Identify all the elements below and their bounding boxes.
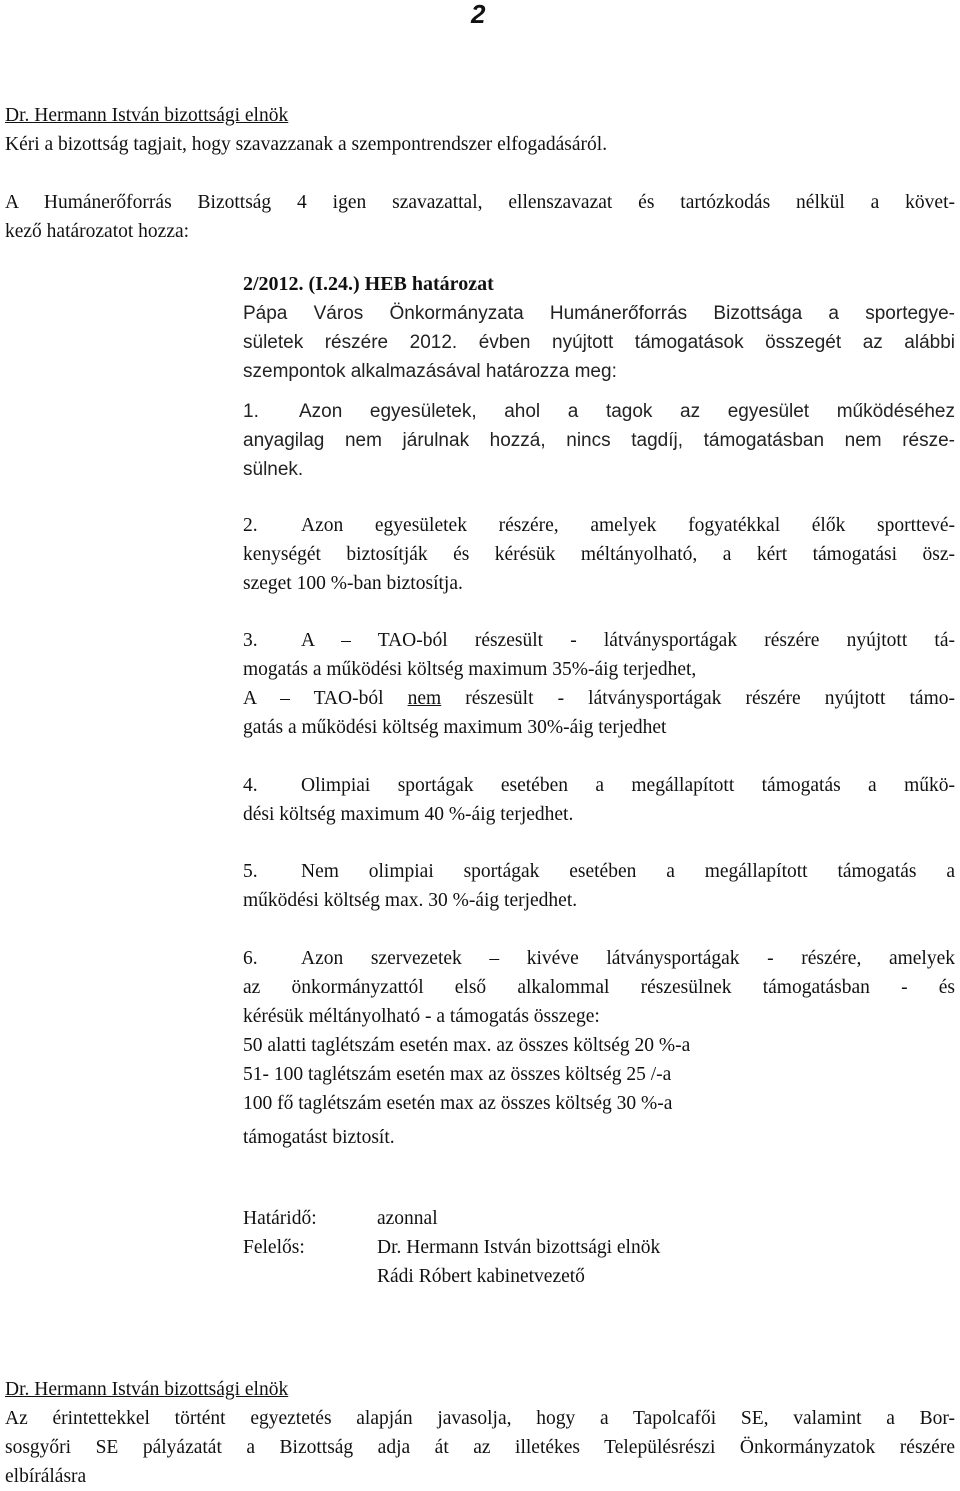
criterion-line: működési költség max. 30 %-áig terjedhet.: [243, 890, 578, 911]
criterion-line: [243, 944, 955, 973]
criterion-number: 1.: [243, 401, 259, 422]
closing-line: elbírálásra: [5, 1466, 87, 1487]
criterion-number: 3.: [243, 630, 258, 651]
criterion-text: részesült - látványsportágak részére nyújtott támo-: [441, 688, 955, 709]
criterion-emphasis: nem: [407, 688, 442, 709]
criterion-line: 100 fő taglétszám esetén max az összes költség 30 %-a: [243, 1093, 673, 1114]
criterion-line: [243, 684, 955, 713]
criterion-line: [243, 857, 955, 886]
criterion-text: A – TAO-ból: [243, 688, 408, 709]
criterion-text: Azon egyesületek, ahol a tagok az egyesület működéséhez: [299, 401, 955, 422]
criterion-line: [243, 626, 955, 655]
page-number: 2: [471, 0, 486, 29]
resolution-intro: [243, 299, 955, 386]
criterion-line: támogatást biztosít.: [243, 1127, 395, 1148]
criterion-line: anyagilag nem járulnak hozzá, nincs tagdíj, támogatásban nem része-: [243, 430, 955, 451]
criterion-number: 4.: [243, 775, 258, 796]
resolution-intro-line: Pápa Város Önkormányzata Humánerőforrás Bizottsága a sportegye-: [243, 303, 955, 324]
criterion-line: dési költség maximum 40 %-áig terjedhet.: [243, 804, 574, 825]
responsible-person: Dr. Hermann István bizottsági elnök: [377, 1237, 661, 1258]
criterion-2: [243, 511, 955, 598]
criterion-4: [243, 771, 955, 829]
criterion-line: kenységét biztosítják és kérésük méltányolható, a kért támogatási ösz-: [243, 544, 955, 565]
criterion-line: sülnek.: [243, 459, 304, 480]
criterion-1: [243, 397, 955, 484]
vote-paragraph: [5, 188, 955, 246]
criterion-line: mogatás a működési költség maximum 35%-áig terjedhet,: [243, 659, 697, 680]
criterion-text: A – TAO-ból részesült - látványsportágak részére nyújtott tá-: [301, 630, 955, 651]
criterion-text: Azon szervezetek – kivéve látványsportágak - részére, amelyek: [301, 948, 955, 969]
deadline-row: [243, 1204, 438, 1233]
resolution-intro-line: sületek részére 2012. évben nyújtott támogatások összegét az alábbi: [243, 332, 955, 353]
speaker-name: Dr. Hermann István bizottsági elnök: [5, 1379, 289, 1400]
criterion-text: Olimpiai sportágak esetében a megállapított támogatás a műkö-: [301, 775, 955, 796]
criterion-text: Azon egyesületek részére, amelyek fogyatékkal élők sporttevé-: [301, 515, 955, 536]
criterion-line: 50 alatti taglétszám esetén max. az összes költség 20 %-a: [243, 1035, 691, 1056]
resolution-title: 2/2012. (I.24.) HEB határozat: [243, 273, 494, 295]
criterion-line: gatás a működési költség maximum 30%-áig terjedhet: [243, 717, 667, 738]
closing-line: Az érintettekkel történt egyeztetés alapján javasolja, hogy a Tapolcafői SE, valamint a Bor-: [5, 1408, 955, 1429]
criterion-number: 6.: [243, 948, 258, 969]
responsible-row: [243, 1233, 660, 1262]
criterion-line: [243, 511, 955, 540]
criterion-line: szeget 100 %-ban biztosítja.: [243, 573, 463, 594]
deadline-label: Határidő:: [243, 1208, 317, 1229]
vote-line-1: A Humánerőforrás Bizottság 4 igen szavazattal, ellenszavazat és tartózkodás nélkül a követ-: [5, 192, 955, 213]
resolution-intro-line: szempontok alkalmazásával határozza meg:: [243, 361, 617, 382]
criterion-line: kérésük méltányolható - a támogatás összege:: [243, 1006, 600, 1027]
criterion-line: [243, 397, 955, 426]
responsible-person: Rádi Róbert kabinetvezető: [377, 1266, 585, 1287]
criterion-line: [243, 771, 955, 800]
criterion-5: [243, 857, 955, 915]
vote-line-2: kező határozatot hozza:: [5, 221, 190, 242]
deadline-value: azonnal: [377, 1208, 438, 1229]
responsible-label: Felelős:: [243, 1237, 305, 1258]
intro-text: Kéri a bizottság tagjait, hogy szavazzanak a szempontrendszer elfogadásáról.: [5, 134, 608, 155]
criterion-6: [243, 944, 955, 1152]
closing-line: sosgyőri SE pályázatát a Bizottság adja át az illetékes Településrészi Önkormányzatok részére: [5, 1437, 955, 1458]
closing-paragraph: [5, 1404, 955, 1491]
speaker-name: Dr. Hermann István bizottsági elnök: [5, 105, 289, 126]
criterion-3: [243, 626, 955, 742]
criterion-line: az önkormányzattól első alkalommal részesülnek támogatásban - és: [243, 977, 955, 998]
criterion-number: 2.: [243, 515, 258, 536]
criterion-text: Nem olimpiai sportágak esetében a megállapított támogatás a: [301, 861, 955, 882]
criterion-line: 51- 100 taglétszám esetén max az összes költség 25 /-a: [243, 1064, 672, 1085]
criterion-number: 5.: [243, 861, 258, 882]
